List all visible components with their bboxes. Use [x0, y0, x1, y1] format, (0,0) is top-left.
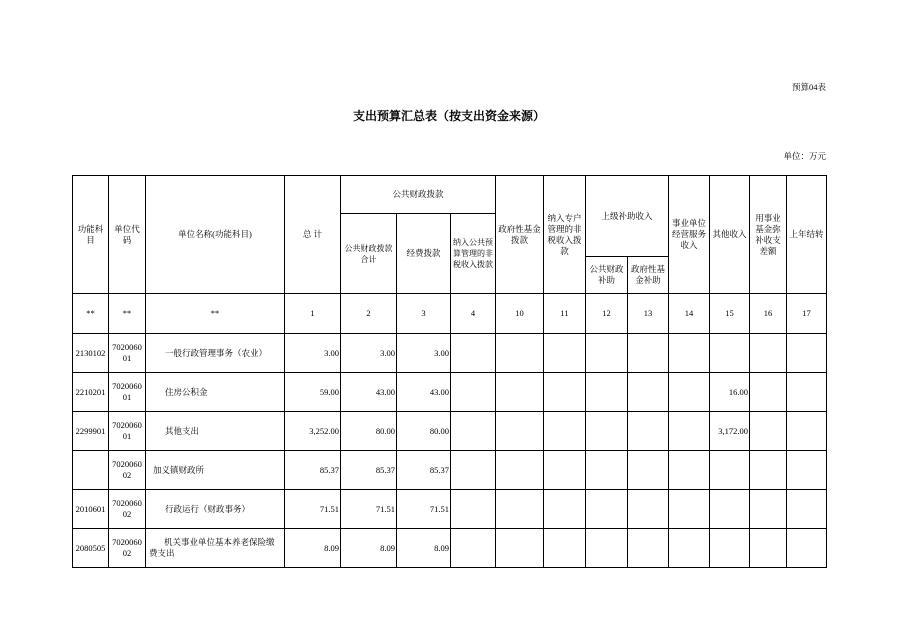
table-row	[73, 334, 827, 373]
header-special-account-text: 纳入专户管理的非税收入拨款	[547, 212, 582, 256]
column-number-row	[73, 294, 827, 334]
public-finance-total-text: 8.09	[380, 542, 395, 553]
header-func-code-text: 功能科目	[77, 223, 104, 245]
other-income-cell	[710, 373, 750, 412]
gov-fund-cell	[496, 490, 544, 529]
unit-code-text: 702006002	[112, 498, 142, 519]
unit-name-cell	[146, 490, 285, 529]
carryover-cell	[787, 529, 827, 568]
business-fund-cell	[750, 412, 787, 451]
public-finance-subsidy-cell	[586, 490, 628, 529]
unit-code-text: 702006001	[112, 381, 142, 402]
unit-code-cell	[109, 412, 146, 451]
funding-cell	[397, 490, 451, 529]
gov-fund-cell	[496, 373, 544, 412]
unit-name-cell	[146, 373, 285, 412]
public-finance-total-cell	[341, 412, 397, 451]
carryover-cell	[787, 334, 827, 373]
public-finance-total-cell	[341, 373, 397, 412]
column-number: **	[146, 294, 285, 334]
non-tax-budget-cell	[451, 529, 496, 568]
table-row	[73, 412, 827, 451]
header-business-income	[669, 176, 710, 294]
unit-code-text: 702006002	[112, 537, 142, 558]
business-fund-cell	[750, 334, 787, 373]
func-code-cell	[73, 451, 109, 490]
carryover-cell	[787, 451, 827, 490]
business-income-cell	[669, 412, 710, 451]
unit-name-cell	[146, 529, 285, 568]
funding-text: 85.37	[429, 464, 449, 475]
unit-name-text: 加义镇财政所	[153, 464, 205, 475]
column-number: 15	[710, 294, 750, 334]
header-special-account	[544, 176, 586, 294]
table-row	[73, 373, 827, 412]
header-superior-subsidy-text: 上级补助收入	[601, 210, 653, 221]
header-carryover	[787, 176, 827, 294]
header-business-fund-text: 用事业基金弥补收支差额	[755, 212, 781, 256]
special-account-cell	[544, 412, 586, 451]
gov-fund-subsidy-cell	[628, 334, 669, 373]
funding-text: 43.00	[429, 386, 449, 397]
public-finance-total-cell	[341, 490, 397, 529]
public-finance-subsidy-cell	[586, 451, 628, 490]
gov-fund-subsidy-cell	[628, 490, 669, 529]
special-account-cell	[544, 334, 586, 373]
table-row	[73, 451, 827, 490]
carryover-cell	[787, 373, 827, 412]
public-finance-total-text: 3.00	[380, 347, 395, 358]
unit-code-cell	[109, 490, 146, 529]
header-funding	[397, 214, 451, 294]
funding-cell	[397, 529, 451, 568]
total-cell	[285, 412, 341, 451]
unit-name-cell	[146, 451, 285, 490]
func-code-text: 2299901	[75, 425, 106, 436]
other-income-text: 16.00	[728, 386, 749, 397]
unit-name-text: 行政运行（财政事务）	[165, 503, 251, 514]
header-public-finance-text: 公共财政拨款	[392, 189, 444, 199]
other-income-cell	[710, 334, 750, 373]
total-text: 71.51	[319, 503, 339, 514]
other-income-cell	[710, 490, 750, 529]
func-code-text: 2130102	[75, 347, 106, 358]
func-code-text: 2010601	[75, 503, 106, 514]
header-funding-text: 经费拨款	[406, 248, 441, 258]
gov-fund-subsidy-cell	[628, 412, 669, 451]
special-account-cell	[544, 490, 586, 529]
public-finance-total-cell	[341, 451, 397, 490]
func-code-text: 2210201	[75, 386, 106, 397]
total-cell	[285, 373, 341, 412]
business-income-cell	[669, 490, 710, 529]
header-gov-fund-text: 政府性基金拨款	[498, 223, 541, 245]
total-text: 85.37	[319, 464, 339, 475]
business-income-cell	[669, 373, 710, 412]
public-finance-subsidy-cell	[586, 334, 628, 373]
business-fund-cell	[750, 490, 787, 529]
header-non-tax-budget-text: 纳入公共预算管理的非税收入拨款	[453, 238, 493, 269]
total-text: 3.00	[324, 347, 339, 358]
header-row-1	[73, 176, 827, 214]
unit-code-cell	[109, 334, 146, 373]
header-public-finance	[341, 176, 496, 214]
header-total	[285, 176, 341, 294]
column-number: 4	[451, 294, 496, 334]
column-number: 17	[787, 294, 827, 334]
header-func-code	[73, 176, 109, 294]
public-finance-total-text: 80.00	[375, 425, 395, 436]
funding-text: 71.51	[429, 503, 449, 514]
unit-code-cell	[109, 529, 146, 568]
header-total-text: 总 计	[302, 229, 323, 239]
funding-text: 80.00	[429, 425, 449, 436]
non-tax-budget-cell	[451, 490, 496, 529]
column-number: 1	[285, 294, 341, 334]
unit-name-text: 机关事业单位基本养老保险缴费支出	[149, 537, 275, 558]
header-gov-fund-subsidy-text: 政府性基金补助	[631, 264, 666, 285]
public-finance-subsidy-cell	[586, 529, 628, 568]
header-business-fund	[750, 176, 787, 294]
func-code-cell	[73, 412, 109, 451]
header-public-finance-total-text: 公共财政拨款合计	[344, 243, 393, 264]
header-other-income-text: 其他收入	[712, 229, 747, 239]
column-number: 14	[669, 294, 710, 334]
public-finance-total-text: 71.51	[375, 503, 395, 514]
column-number: 3	[397, 294, 451, 334]
total-cell	[285, 451, 341, 490]
unit-code-text: 702006001	[112, 420, 142, 441]
header-unit-code	[109, 176, 146, 294]
column-number: 16	[750, 294, 787, 334]
func-code-cell	[73, 373, 109, 412]
non-tax-budget-cell	[451, 334, 496, 373]
header-public-finance-total	[341, 214, 397, 294]
func-code-text: 2080505	[75, 542, 106, 553]
total-cell	[285, 334, 341, 373]
non-tax-budget-cell	[451, 412, 496, 451]
unit-name-cell	[146, 334, 285, 373]
total-text: 3,252.00	[309, 425, 339, 436]
funding-text: 8.09	[434, 542, 449, 553]
gov-fund-cell	[496, 412, 544, 451]
business-fund-cell	[750, 451, 787, 490]
total-cell	[285, 529, 341, 568]
special-account-cell	[544, 451, 586, 490]
business-fund-cell	[750, 373, 787, 412]
unit-name-text: 住房公积金	[165, 386, 208, 397]
table-body	[73, 334, 827, 568]
business-fund-cell	[750, 529, 787, 568]
funding-cell	[397, 451, 451, 490]
header-other-income	[710, 176, 750, 294]
table-row	[73, 490, 827, 529]
header-unit-name-text: 单位名称(功能科目)	[178, 229, 252, 239]
other-income-cell	[710, 451, 750, 490]
header-non-tax-budget	[451, 214, 496, 294]
public-finance-total-text: 85.37	[375, 464, 395, 475]
other-income-text: 3,172.00	[718, 425, 749, 436]
total-text: 59.00	[319, 386, 339, 397]
header-unit-name	[146, 176, 285, 294]
non-tax-budget-cell	[451, 373, 496, 412]
column-number: 11	[544, 294, 586, 334]
gov-fund-cell	[496, 451, 544, 490]
unit-name-text: 其他支出	[165, 425, 200, 436]
table-header	[73, 176, 827, 334]
unit-code-text: 702006001	[112, 342, 142, 363]
gov-fund-cell	[496, 529, 544, 568]
gov-fund-subsidy-cell	[628, 451, 669, 490]
unit-name-cell	[146, 412, 285, 451]
special-account-cell	[544, 373, 586, 412]
form-code: 预算04表	[791, 82, 826, 92]
header-unit-code-text: 单位代码	[114, 223, 140, 245]
public-finance-total-cell	[341, 529, 397, 568]
business-income-cell	[669, 529, 710, 568]
column-number: 12	[586, 294, 628, 334]
column-number: **	[73, 294, 109, 334]
unit-code-cell	[109, 451, 146, 490]
page-title: 支出预算汇总表（按支出资金来源）	[352, 109, 545, 123]
column-number: 10	[496, 294, 544, 334]
carryover-cell	[787, 412, 827, 451]
other-income-cell	[710, 529, 750, 568]
non-tax-budget-cell	[451, 451, 496, 490]
public-finance-subsidy-cell	[586, 373, 628, 412]
funding-cell	[397, 334, 451, 373]
public-finance-total-text: 43.00	[375, 386, 395, 397]
public-finance-subsidy-cell	[586, 412, 628, 451]
funding-text: 3.00	[434, 347, 449, 358]
unit-code-cell	[109, 373, 146, 412]
unit-name-text: 一般行政管理事务（农业）	[165, 347, 268, 358]
gov-fund-subsidy-cell	[628, 373, 669, 412]
table-row	[73, 529, 827, 568]
business-income-cell	[669, 451, 710, 490]
column-number: 2	[341, 294, 397, 334]
header-superior-subsidy	[586, 176, 669, 257]
header-business-income-text: 事业单位经营服务收入	[672, 218, 707, 250]
public-finance-total-cell	[341, 334, 397, 373]
total-text: 8.09	[324, 542, 339, 553]
total-cell	[285, 490, 341, 529]
funding-cell	[397, 373, 451, 412]
func-code-cell	[73, 334, 109, 373]
func-code-cell	[73, 490, 109, 529]
header-public-finance-subsidy	[586, 257, 628, 294]
budget-table	[72, 175, 827, 568]
func-code-cell	[73, 529, 109, 568]
funding-cell	[397, 412, 451, 451]
header-gov-fund	[496, 176, 544, 294]
header-gov-fund-subsidy	[628, 257, 669, 294]
business-income-cell	[669, 334, 710, 373]
special-account-cell	[544, 529, 586, 568]
gov-fund-cell	[496, 334, 544, 373]
unit-code-text: 702006002	[112, 459, 142, 480]
carryover-cell	[787, 490, 827, 529]
column-number: **	[109, 294, 146, 334]
column-number: 13	[628, 294, 669, 334]
unit-label: 单位：万元	[783, 151, 826, 161]
gov-fund-subsidy-cell	[628, 529, 669, 568]
header-public-finance-subsidy-text: 公共财政补助	[589, 264, 624, 285]
header-carryover-text: 上年结转	[789, 229, 824, 239]
other-income-cell	[710, 412, 750, 451]
